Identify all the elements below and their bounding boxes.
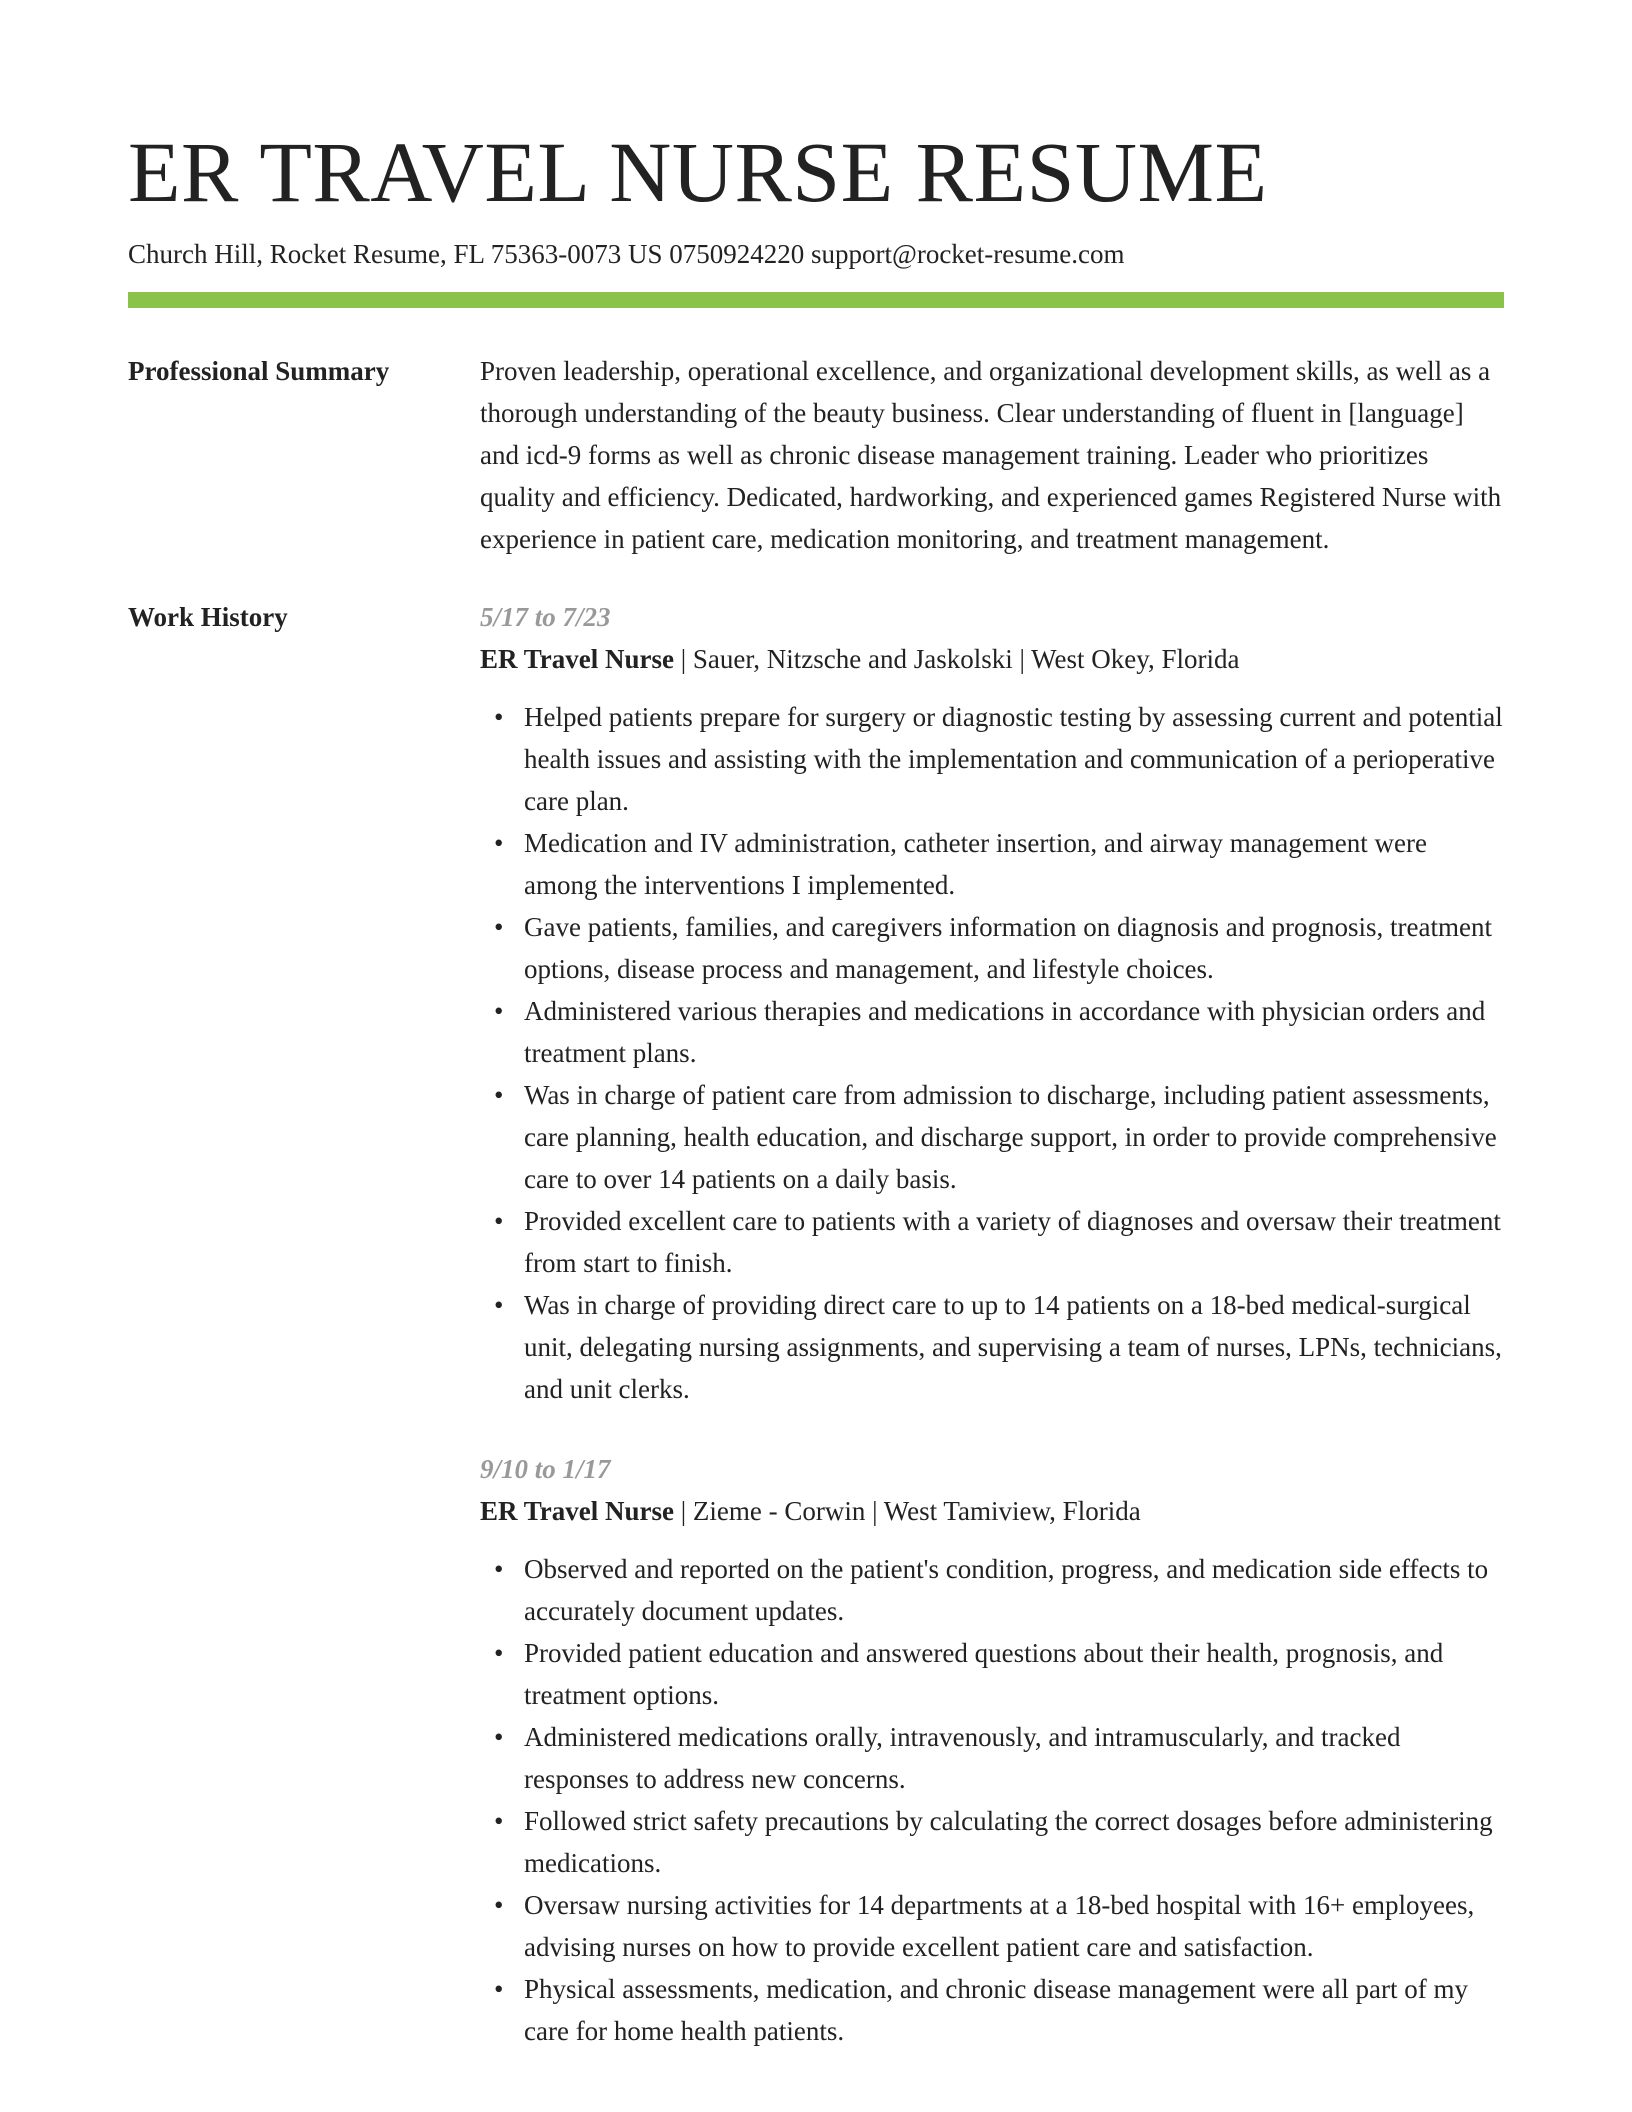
job-bullet [480,1548,1504,1632]
job-bullet [480,1074,1504,1200]
job-bullet-text: Medication and IV administration, catheter insertion, and airway management were among the interventions I implemented. [524,828,1427,900]
job-heading [480,1490,1504,1532]
job-bullet [480,1884,1504,1968]
job-bullet [480,696,1504,822]
contact-address: Church Hill, Rocket Resume, FL 75363-0073 US [128,239,663,269]
work-history-body [480,596,1504,2052]
job-dates: 5/17 to 7/23 [480,602,611,632]
bullet-icon: • [494,1206,504,1236]
bullet-icon: • [494,1974,504,2004]
job-bullet [480,822,1504,906]
contact-line [128,236,1504,272]
job-bullet-text: Administered medications orally, intravenously, and intramuscularly, and tracked responses to address new concerns. [524,1722,1401,1794]
bullet-icon: • [494,1890,504,1920]
job-bullet-text: Provided patient education and answered questions about their health, prognosis, and treatment options. [524,1638,1444,1710]
job-bullet [480,990,1504,1074]
separator [674,1496,693,1526]
summary-text: Proven leadership, operational excellence, and organizational development skills, as well as a thorough understanding of the beauty business. Clear understanding of fluent in [language] and icd-9 forms as well as chronic disease management training. Leader who prioritizes quality and efficiency. Dedicated, hardworking, and experienced games Registered Nurse with experience in patient care, medication monitoring, and treatment management. [480,356,1502,554]
bullet-icon: • [494,912,504,942]
contact-email: support@rocket-resume.com [810,239,1125,269]
resume-page [128,118,1504,2052]
separator [865,1496,883,1526]
job-entry [480,596,1504,1410]
job-bullet-text: Was in charge of patient care from admission to discharge, including patient assessments, care planning, health education, and discharge support, in order to provide comprehensive care to over 14 patients on a daily basis. [524,1080,1497,1194]
job-bullet [480,1632,1504,1716]
job-bullet-list [480,1548,1504,2052]
separator [1013,644,1031,674]
job-bullet-text: Gave patients, families, and caregivers information on diagnosis and prognosis, treatment options, disease process and management, and lifestyle choices. [524,912,1492,984]
job-bullet [480,1284,1504,1410]
job-bullet [480,1968,1504,2052]
bullet-icon: • [494,1806,504,1836]
bullet-icon: • [494,1638,504,1668]
job-dates: 9/10 to 1/17 [480,1454,611,1484]
bullet-icon: • [494,1080,504,1110]
header-divider [128,292,1504,308]
bullet-icon: • [494,1554,504,1584]
job-heading [480,638,1504,680]
bullet-icon: • [494,702,504,732]
job-location: West Okey, Florida [1031,644,1240,674]
job-bullet-text: Was in charge of providing direct care to up to 14 patients on a 18-bed medical-surgical unit, delegating nursing assignments, and supervising a team of nurses, LPNs, technicians, and unit clerks. [524,1290,1502,1404]
professional-summary-section [128,350,1504,560]
job-bullet [480,906,1504,990]
bullet-icon: • [494,1722,504,1752]
section-label-summary: Professional Summary [128,356,390,386]
job-bullet-list [480,696,1504,1410]
job-bullet-text: Administered various therapies and medications in accordance with physician orders and treatment plans. [524,996,1486,1068]
job-location: West Tamiview, Florida [883,1496,1141,1526]
resume-title: ER TRAVEL NURSE RESUME [128,124,1268,220]
job-bullet-text: Helped patients prepare for surgery or diagnostic testing by assessing current and potential health issues and assisting with the implementation and communication of a perioperative care plan. [524,702,1503,816]
separator [674,644,693,674]
work-history-section [128,596,1504,2052]
job-entry [480,1448,1504,2052]
job-bullet-text: Provided excellent care to patients with a variety of diagnoses and oversaw their treatment from start to finish. [524,1206,1501,1278]
job-bullet-text: Followed strict safety precautions by calculating the correct dosages before administering medications. [524,1806,1493,1878]
contact-phone: 0750924220 [669,239,805,269]
job-company: Sauer, Nitzsche and Jaskolski [692,644,1013,674]
bullet-icon: • [494,1290,504,1320]
job-title: ER Travel Nurse [480,644,674,674]
job-title: ER Travel Nurse [480,1496,674,1526]
job-bullet [480,1200,1504,1284]
job-bullet-text: Observed and reported on the patient's condition, progress, and medication side effects to accurately document updates. [524,1554,1489,1626]
summary-body [480,350,1504,560]
job-bullet [480,1800,1504,1884]
job-company: Zieme - Corwin [692,1496,866,1526]
section-label-work-history: Work History [128,602,288,632]
job-bullet-text: Physical assessments, medication, and chronic disease management were all part of my care for home health patients. [524,1974,1468,2046]
bullet-icon: • [494,828,504,858]
bullet-icon: • [494,996,504,1026]
job-bullet-text: Oversaw nursing activities for 14 departments at a 18-bed hospital with 16+ employees, advising nurses on how to provide excellent patient care and satisfaction. [524,1890,1475,1962]
job-bullet [480,1716,1504,1800]
